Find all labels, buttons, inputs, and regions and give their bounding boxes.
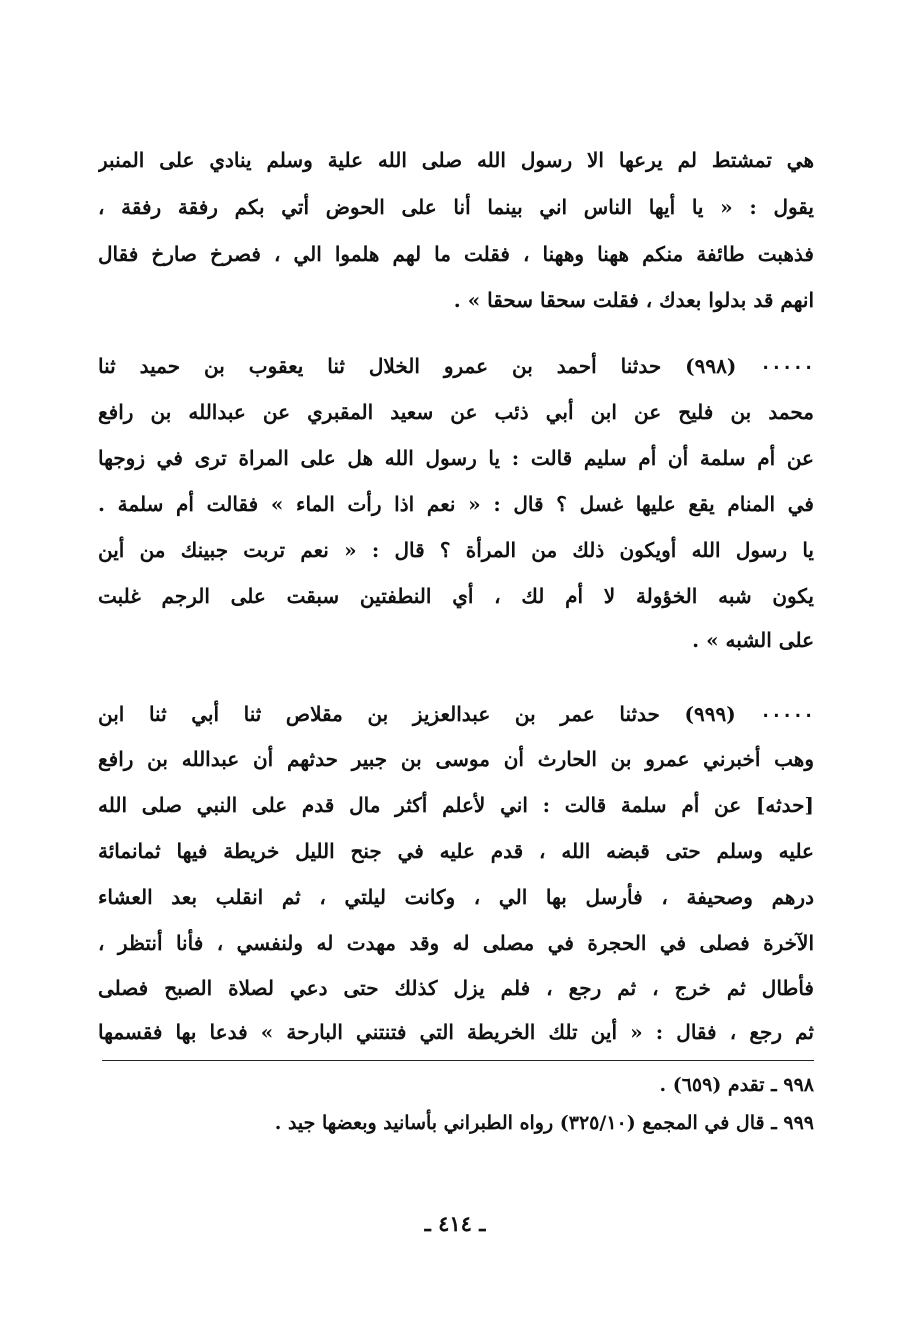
hadith-999-heading-line: ٠٠٠٠٠ (٩٩٩) حدثنا عمر بن عبدالعزيز بن مقلاص ثنا أبي ثنا ابن [98,702,814,726]
text-line: على الشبه » . [692,628,814,652]
text-line: هي تمشتط لم يرعها الا رسول الله صلى الله علية وسلم ينادي على المنبر [98,148,814,172]
text-line: في المنام يقع عليها غسل ؟ قال : « نعم اذا رأت الماء » فقالت أم سلمة . [98,492,814,516]
text-line: عليه وسلم حتى قبضه الله ، قدم عليه في جنح الليل خريطة فيها ثمانمائة [98,839,814,863]
text-line: محمد بن فليح عن ابن أبي ذئب عن سعيد المقبري عن عبدالله بن رافع [98,400,814,424]
text-line: وهب أخبرني عمرو بن الحارث أن موسى بن جبير حدثهم أن عبدالله بن رافع [98,747,814,771]
footnote-999: ٩٩٩ ـ قال في المجمع (٣٢٥/١٠) رواه الطبراني بأسانيد وبعضها جيد . [274,1112,814,1134]
text-line: يكون شبه الخؤولة لا أم لك ، أي النطفتين سبقت على الرجم غلبت [98,584,814,608]
text-line: ثم رجع ، فقال : « أين تلك الخريطة التي فتنتني البارحة » فدعا بها فقسمها [98,1020,814,1044]
hadith-998-heading-line: ٠٠٠٠٠ (٩٩٨) حدثنا أحمد بن عمرو الخلال ثنا يعقوب بن حميد ثنا [98,354,814,378]
text-line: فذهبت طائفة منكم ههنا وههنا ، فقلت ما لهم هلموا الي ، فصرخ صارخ فقال [98,242,814,266]
text-line: فأطال ثم خرج ، ثم رجع ، فلم يزل كذلك حتى دعي لصلاة الصبح فصلى [98,976,814,1000]
footnote-separator [102,1060,814,1061]
text-line: يا رسول الله أويكون ذلك من المرأة ؟ قال : « نعم تربت جبينك من أين [98,538,814,562]
page-number: ـ ٤١٤ ـ [424,1211,486,1236]
text-line: درهم وصحيفة ، فأرسل بها الي ، وكانت ليلتي ، ثم انقلب بعد العشاء [98,885,814,909]
text-line: الآخرة فصلى في الحجرة في مصلى له وقد مهدت له ولنفسي ، فأنا أنتظر ، [98,931,814,955]
text-line: [حدثه] عن أم سلمة قالت : اني لأعلم أكثر مال قدم على النبي صلى الله [98,793,814,817]
text-line: عن أم سلمة أن أم سليم قالت : يا رسول الله هل على المراة ترى في زوجها [98,446,814,470]
footnote-998: ٩٩٨ ـ تقدم (٦٥٩) . [659,1074,814,1096]
text-line: يقول : « يا أيها الناس اني بينما أنا على الحوض أتي بكم رفقة رفقة ، [98,195,814,219]
text-line: انهم قد بدلوا بعدك ، فقلت سحقا سحقا » . [453,288,814,312]
